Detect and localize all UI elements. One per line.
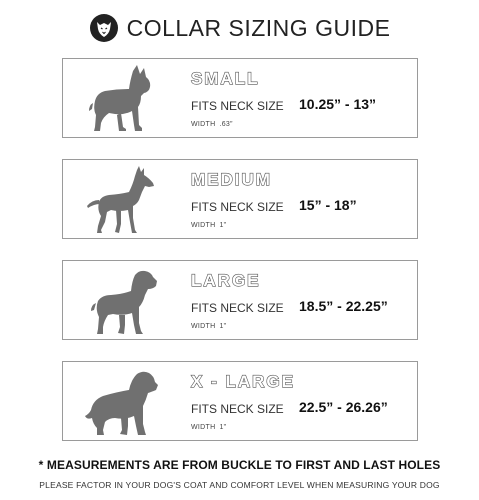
doberman-icon [83, 166, 163, 234]
size-card-medium [62, 159, 418, 239]
size-name: X - LARGE [191, 372, 295, 391]
bernese-mountain-dog-icon [83, 368, 163, 436]
size-name: SMALL [191, 69, 260, 88]
width-info [191, 121, 233, 128]
size-card-small [62, 58, 418, 138]
neck-size-range: 18.5” - 22.25” [299, 298, 388, 314]
neck-size-range: 15” - 18” [299, 197, 357, 213]
width-info [191, 424, 226, 431]
neck-size-range: 22.5” - 26.26” [299, 399, 388, 415]
measurement-footnote: * MEASUREMENTS ARE FROM BUCKLE TO FIRST AND LAST HOLES [38, 458, 441, 472]
size-name: LARGE [191, 271, 261, 290]
fits-neck-label: FITS NECK SIZE [191, 200, 284, 214]
size-name: MEDIUM [191, 170, 272, 189]
width-value: 1” [219, 424, 227, 431]
size-card-x-large [62, 361, 418, 441]
width-label: WIDTH [191, 222, 216, 229]
width-label: WIDTH [191, 424, 216, 431]
size-card-large [62, 260, 418, 340]
french-bulldog-icon [83, 65, 163, 133]
width-info [191, 222, 226, 229]
width-value: 1” [219, 323, 227, 330]
width-info [191, 323, 226, 330]
header [0, 8, 479, 48]
width-label: WIDTH [191, 323, 216, 330]
fits-neck-label: FITS NECK SIZE [191, 402, 284, 416]
comfort-subnote: PLEASE FACTOR IN YOUR DOG'S COAT AND COMFORT LEVEL WHEN MEASURING YOUR DOG [39, 480, 440, 490]
neck-size-range: 10.25” - 13” [299, 96, 377, 112]
width-value: 1” [219, 222, 227, 229]
fits-neck-label: FITS NECK SIZE [191, 99, 284, 113]
rottweiler-icon [83, 267, 163, 335]
width-value: .63” [219, 121, 233, 128]
width-label: WIDTH [191, 121, 216, 128]
shield-dog-icon [89, 13, 119, 43]
fits-neck-label: FITS NECK SIZE [191, 301, 284, 315]
page-title: COLLAR SIZING GUIDE [126, 14, 391, 41]
